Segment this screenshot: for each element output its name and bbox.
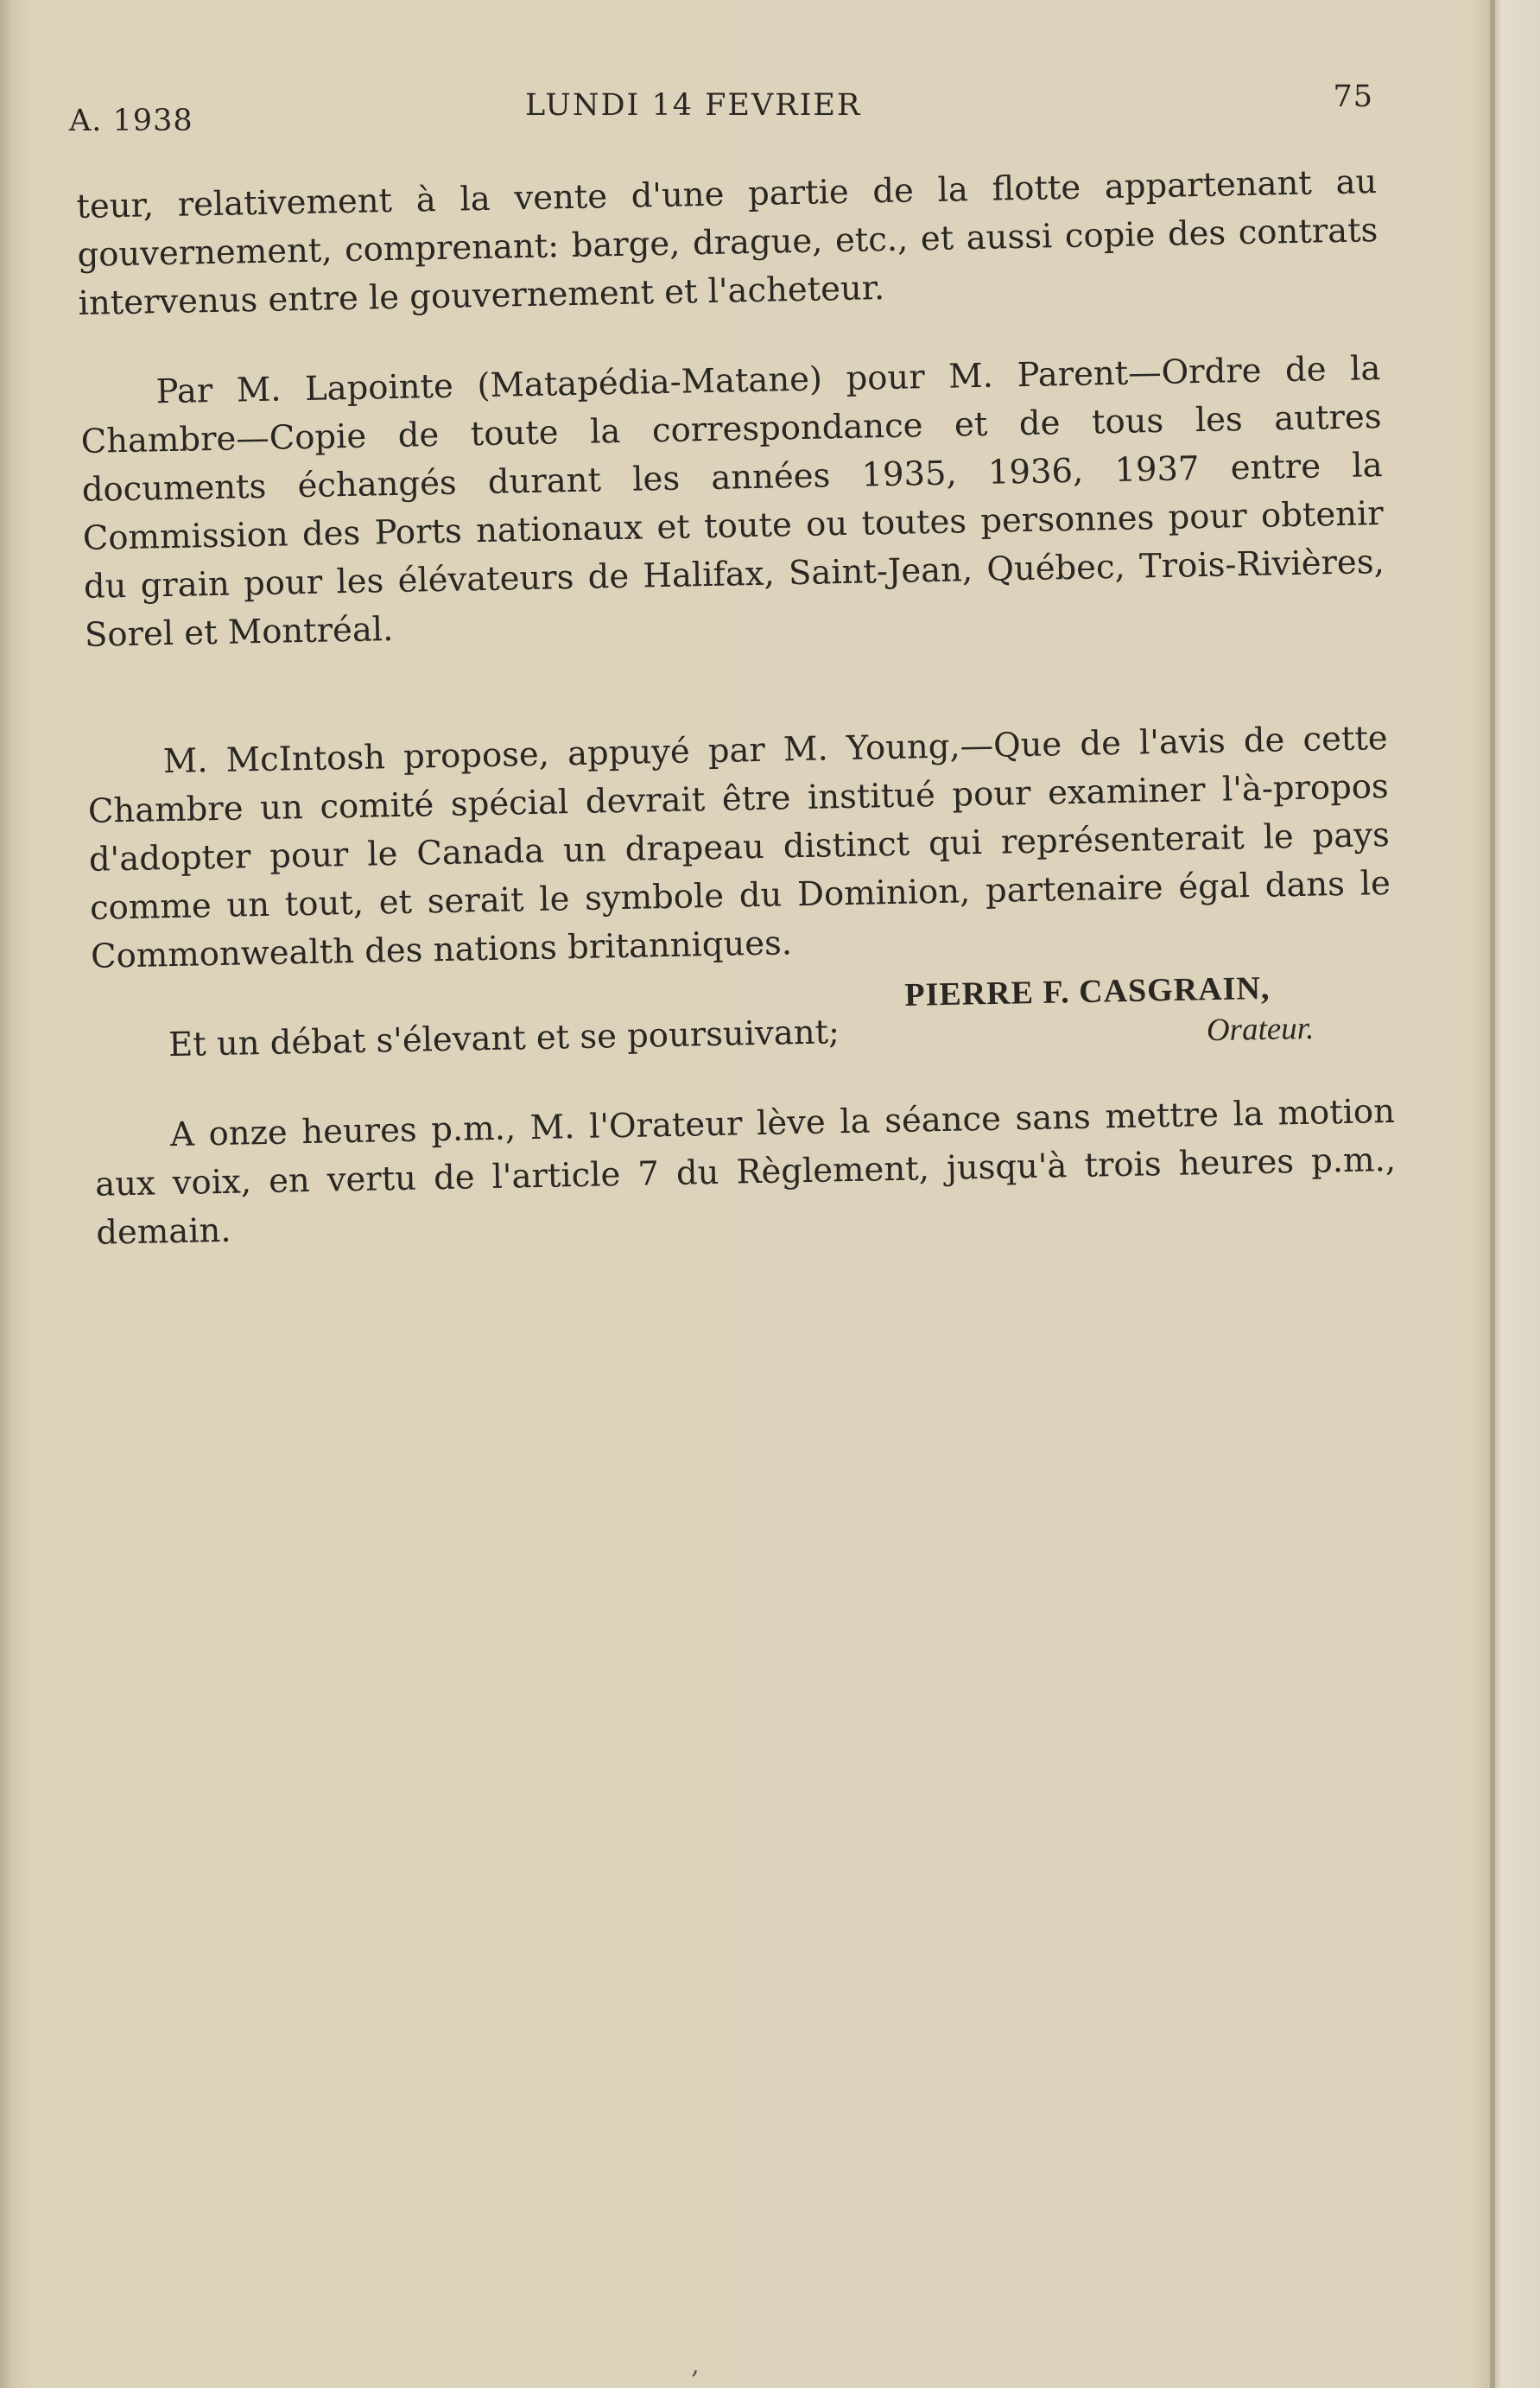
paper-speck: ‚ [691, 2350, 700, 2380]
page-edge-shadow [1490, 0, 1495, 2388]
signatory-role: Orateur. [1206, 1010, 1315, 1049]
signature-block [812, 969, 1315, 1057]
paragraph-lapointe-order: Par M. Lapointe (Matapédia-Matane) pour M. Parent—Ordre de la Chambre—Copie de toute la correspondance et de tous les autres documents échangés durant les années 1935, 1936, 1937 entre la Commission des Ports nationaux et toute ou toutes personnes pour obtenir du grain pour les élévateurs de Halifax, Saint-Jean, Québec, Trois-Rivières, Sorel et Montréal. [80, 349, 1385, 655]
page-number: 75 [1333, 79, 1373, 114]
header-date: LUNDI 14 FEVRIER [525, 88, 862, 123]
page-header [69, 79, 1373, 138]
paragraph-debate: Et un débat s'élevant et se poursuivant; [168, 1013, 840, 1065]
header-year: A. 1938 [69, 104, 193, 138]
paragraph-continuation: teur, relativement à la vente d'une partie de la flotte appartenant au gouvernement, comprenant: barge, drague, etc., et aussi copie des contrats intervenus entre le gouvernement et l'acheteur. [76, 162, 1378, 323]
paragraph-adjournment: A onze heures p.m., M. l'Orateur lève la séance sans mettre la motion aux voix, en vertu de l'article 7 du Règlement, jusqu'à trois heures p.m., demain. [94, 1091, 1397, 1253]
document-body [76, 158, 1398, 1299]
signatory-name: PIERRE F. CASGRAIN, [903, 969, 1271, 1013]
paragraph-mcintosh-motion: M. McIntosh propose, appuyé par M. Young,—Que de l'avis de cette Chambre un comité spécial devrait être institué pour examiner l'à-propos d'adopter pour le Canada un drapeau distinct qui représenterait le pays comme un tout, et serait le symbole du Dominion, partenaire égal dans le Commonwealth des nations britanniques. [87, 718, 1391, 976]
